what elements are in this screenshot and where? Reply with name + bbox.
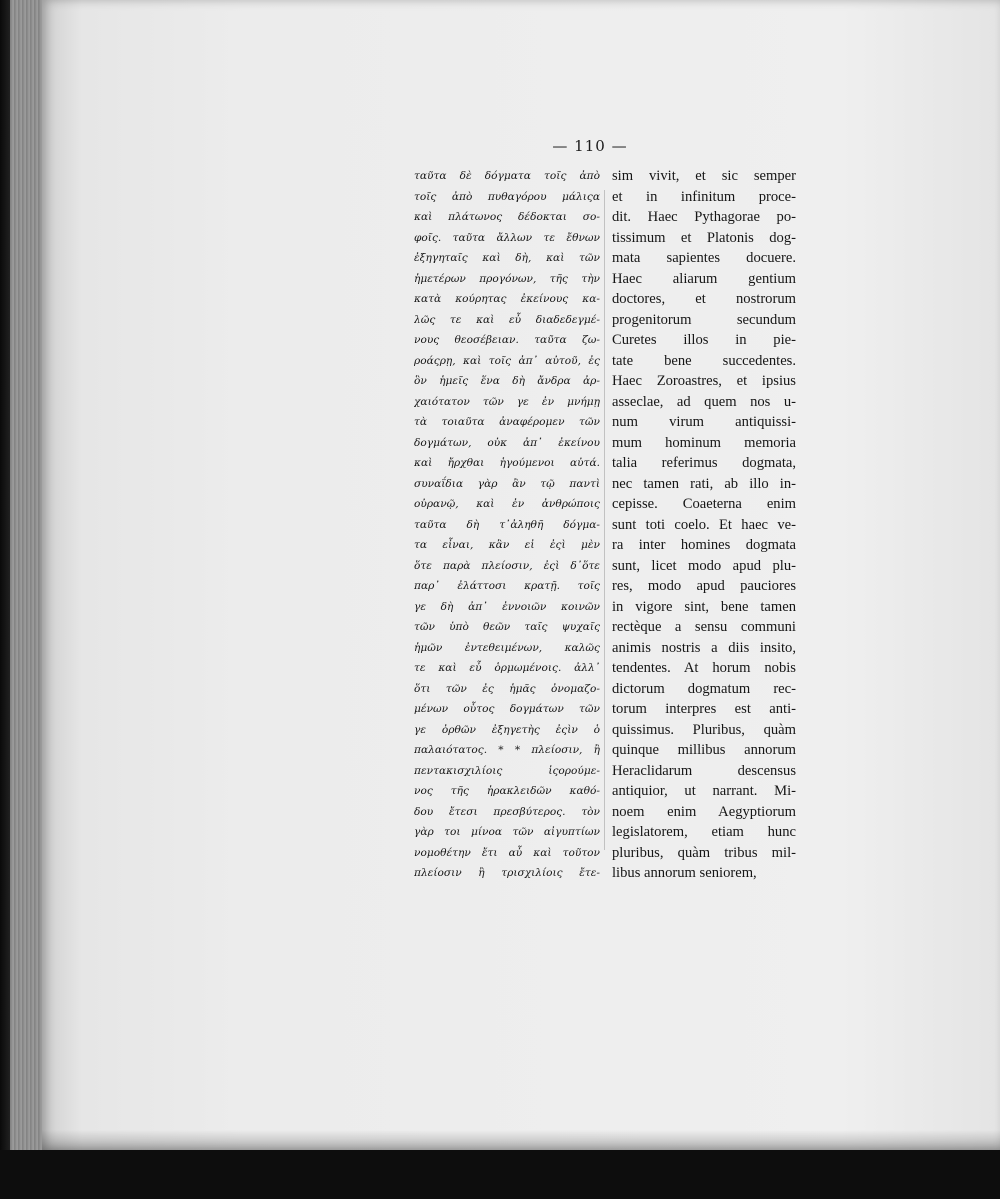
- latin-text-line: quinque millibus annorum: [612, 742, 796, 758]
- latin-text-line: et in infinitum proce-: [612, 188, 796, 205]
- greek-text-line: ταῦτα δὲ δόγματα τοῖς ἀπὸ: [414, 170, 600, 182]
- latin-text-line: tate bene succedentes.: [612, 352, 796, 369]
- greek-text-line: τῶν ὑπὸ θεῶν ταῖς ψυχαῖς: [414, 621, 600, 633]
- greek-text-line: συναΐδια γὰρ ἂν τῷ παντὶ: [414, 477, 600, 490]
- greek-text-line: δογμάτων, οὐκ ἀπ᾽ ἐκείνου: [414, 436, 600, 449]
- latin-text-line: Curetes illos in pie-: [612, 332, 796, 348]
- latin-text-line: noem enim Aegyptiorum: [612, 803, 796, 820]
- latin-text-line: res, modo apud pauciores: [612, 578, 796, 594]
- greek-text-line: πεντακισχιλίοις ἱςορούμε-: [414, 764, 600, 777]
- greek-text-line: χαιότατον τῶν γε ἐν μνήμῃ: [414, 395, 600, 408]
- greek-text-line: ταῦτα δὴ τ᾽ἀληθῆ δόγμα-: [414, 518, 600, 531]
- latin-text-line: sunt, licet modo apud plu-: [612, 557, 796, 574]
- greek-text-line: ροάςρῃ, καὶ τοῖς ἀπ᾽ αὐτοῦ, ἐς: [414, 354, 600, 367]
- greek-text-line: νους θεοσέβειαν. ταῦτα ζω-: [414, 334, 600, 346]
- greek-text-line: ὅτε παρὰ πλείοσιν, ἐςὶ δ᾽ὅτε: [414, 559, 600, 572]
- latin-text-line: legislatorem, etiam hunc: [612, 824, 796, 840]
- latin-text-line: in vigore sint, bene tamen: [612, 598, 796, 615]
- greek-text-line: φοῖς. ταῦτα ἄλλων τε ἔθνων: [414, 231, 600, 244]
- latin-text-line: cepisse. Coaeterna enim: [612, 496, 796, 512]
- greek-text-line: γε δὴ ἀπ᾽ ἐννοιῶν κοινῶν: [414, 600, 600, 613]
- greek-text-line: καὶ πλάτωνος δέδοκται σο-: [414, 211, 600, 223]
- latin-text-line: quissimus. Pluribus, quàm: [612, 721, 796, 738]
- latin-text-line: dit. Haec Pythagorae po-: [612, 209, 796, 225]
- greek-text-line: παλαιότατος. * * πλείοσιν, ἢ: [414, 744, 600, 756]
- greek-text-line: ἡμετέρων προγόνων, τῆς τὴν: [414, 272, 600, 285]
- greek-text-column: [414, 166, 600, 884]
- greek-text-line: μένων οὗτος δογμάτων τῶν: [414, 703, 600, 715]
- latin-text-line: antiquior, ut narrant. Mi-: [612, 783, 796, 799]
- latin-text-line: sim vivit, et sic semper: [612, 168, 796, 184]
- greek-text-line: ὅτι τῶν ἐς ἡμᾶς ὀνομαζο-: [414, 682, 600, 695]
- page-bottom-shadow: [42, 1130, 1000, 1150]
- latin-text-column: [612, 166, 796, 884]
- latin-text-line: animis nostris a diis insito,: [612, 639, 796, 656]
- scan-background-bottom: [0, 1150, 1000, 1199]
- greek-text-line: ἡμῶν ἐντεθειμένων, καλῶς: [414, 641, 600, 654]
- latin-text-line: mum hominum memoria: [612, 434, 796, 451]
- greek-text-line: κατὰ κούρητας ἐκείνους κα-: [414, 293, 600, 305]
- greek-text-line: νομοθέτην ἔτι αὖ καὶ τοῦτον: [414, 846, 600, 859]
- greek-text-line: τε καὶ εὖ ὁρμωμένοις. ἀλλ᾽: [414, 662, 600, 674]
- latin-text-line: Haec Zoroastres, et ipsius: [612, 373, 796, 389]
- greek-text-line: καὶ ἤρχθαι ἡγούμενοι αὐτά.: [414, 457, 600, 469]
- latin-text-line: libus annorum seniorem,: [612, 865, 757, 881]
- greek-text-line: νος τῆς ἡρακλειδῶν καθό-: [414, 785, 600, 797]
- latin-text-line: sunt toti coelo. Et haec ve-: [612, 516, 796, 533]
- latin-text-line: progenitorum secundum: [612, 311, 796, 328]
- greek-text-line: τοῖς ἀπὸ πυθαγόρου μάλιςα: [414, 190, 600, 203]
- latin-text-line: torum interpres est anti-: [612, 701, 796, 717]
- latin-text-line: nec tamen rati, ab illo in-: [612, 475, 796, 492]
- latin-text-line: talia referimus dogmata,: [612, 455, 796, 471]
- latin-text-line: doctores, et nostrorum: [612, 291, 796, 307]
- greek-text-line: ἐξηγηταῖς καὶ δὴ, καὶ τῶν: [414, 252, 600, 264]
- greek-text-line: τὰ τοιαῦτα ἀναφέρομεν τῶν: [414, 416, 600, 428]
- latin-text-line: Heraclidarum descensus: [612, 762, 796, 779]
- greek-text-line: παρ᾽ ἐλάττοσι κρατῇ. τοῖς: [414, 580, 600, 592]
- greek-text-line: γὰρ τοι μίνοα τῶν αἰγυπτίων: [414, 826, 600, 838]
- greek-text-line: πλείοσιν ἢ τρισχιλίοις ἔτε-: [414, 867, 600, 879]
- greek-text-line: γε ὀρθῶν ἐξηγετὴς ἐςὶν ὁ: [414, 723, 600, 736]
- latin-text-line: pluribus, quàm tribus mil-: [612, 844, 796, 861]
- greek-text-line: λῶς τε καὶ εὖ διαδεδεγμέ-: [414, 313, 600, 326]
- latin-text-line: Haec aliarum gentium: [612, 270, 796, 287]
- latin-text-line: num virum antiquissi-: [612, 414, 796, 430]
- latin-text-line: dictorum dogmatum rec-: [612, 680, 796, 697]
- greek-text-line: τα εἶναι, κἂν εἰ ἐςὶ μὲν: [414, 539, 600, 551]
- greek-text-line: δου ἔτεσι πρεσβύτερος. τὸν: [414, 805, 600, 818]
- latin-text-line: mata sapientes docuere.: [612, 250, 796, 266]
- latin-text-line: asseclae, ad quem nos u-: [612, 393, 796, 410]
- column-divider: [604, 190, 605, 850]
- latin-text-line: rectèque a sensu communi: [612, 619, 796, 635]
- greek-text-line: ὃν ἡμεῖς ἕνα δὴ ἄνδρα ἀρ-: [414, 375, 600, 387]
- page-number: — 110 —: [552, 137, 628, 155]
- latin-text-line: tendentes. At horum nobis: [612, 660, 796, 676]
- latin-text-line: tissimum et Platonis dog-: [612, 229, 796, 246]
- latin-text-line: ra inter homines dogmata: [612, 537, 796, 553]
- greek-text-line: οὐρανῷ, καὶ ἐν ἀνθρώποις: [414, 498, 600, 510]
